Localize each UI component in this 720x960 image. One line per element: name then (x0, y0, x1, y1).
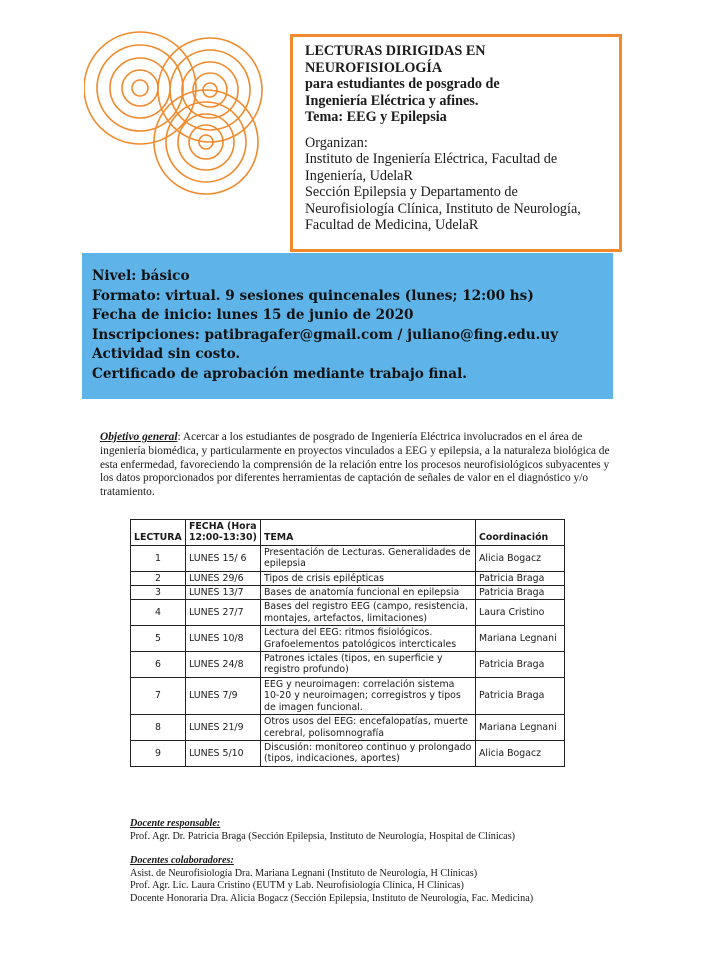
row-coordinator: Mariana Legnani (476, 626, 565, 652)
row-topic: EEG y neuroimagen: correlación sistema 10-20 y neuroimagen; corregistros y tipos de imagen funcional. (261, 677, 476, 714)
row-topic: Lectura del EEG: ritmos fisiológicos. Grafoelementos patológicos intercticales (261, 626, 476, 652)
collaborators-colon: : (230, 855, 234, 867)
header-fecha-line2: 12:00-13:30) (189, 532, 257, 544)
row-date: LUNES 10/8 (186, 626, 261, 652)
organizer-line: Ingeniería, UdelaR (305, 167, 413, 184)
row-topic: Patrones ictales (tipos, en superficie y registro profundo) (261, 652, 476, 678)
info-certificate: Certificado de aprobación mediante trabajo final. (92, 365, 468, 382)
concentric-circles-logo (84, 30, 274, 200)
header-box (290, 34, 622, 252)
staff-section (130, 818, 610, 906)
collaborator-line: Prof. Agr. Lic. Laura Cristino (EUTM y Lab. Neurofisiología Clínica, H Clínicas) (130, 880, 464, 892)
table-row (131, 586, 565, 600)
table-row (131, 715, 565, 741)
row-topic: Otros usos del EEG: encefalopatías, muerte cerebral, polisomnografía (261, 715, 476, 741)
row-coordinator: Mariana Legnani (476, 715, 565, 741)
table-row (131, 626, 565, 652)
row-number: 7 (131, 677, 186, 714)
schedule-table (130, 519, 565, 767)
row-topic: Bases del registro EEG (campo, resistencia, montajes, artefactos, limitaciones) (261, 600, 476, 626)
info-registration: Inscripciones: patibragafer@gmail.com / juliano@fing.edu.uy (92, 326, 559, 343)
row-date: LUNES 21/9 (186, 715, 261, 741)
organizer-line: Facultad de Medicina, UdelaR (305, 217, 479, 233)
row-coordinator: Laura Cristino (476, 600, 565, 626)
responsible-name: Prof. Agr. Dr. Patricia Braga (Sección Epilepsia, Instituto de Neurología, Hospital de Clínicas) (130, 830, 516, 842)
row-topic: Bases de anatomía funcional en epilepsia (261, 586, 476, 600)
row-coordinator: Alicia Bogacz (476, 740, 565, 766)
organizer-line: Neurofisiología Clínica, Instituto de Neurología, (305, 200, 581, 217)
info-cost: Actividad sin costo. (92, 346, 241, 362)
table-row (131, 652, 565, 678)
row-topic: Discusión: monitoreo continuo y prolongado (tipos, indicaciones, aportes) (261, 740, 476, 766)
responsible-label: Docente responsable (130, 818, 217, 829)
header-title-line: Ingeniería Eléctrica y afines. (305, 92, 479, 109)
info-start-date: Fecha de inicio: lunes 15 de junio de 2020 (92, 307, 414, 323)
info-level: Nivel: básico (92, 268, 190, 284)
header-coordinacion: Coordinación (476, 520, 565, 546)
spacer (130, 843, 610, 855)
table-row (131, 740, 565, 766)
row-coordinator: Patricia Braga (476, 652, 565, 678)
row-topic: Presentación de Lecturas. Generalidades de epilepsia (261, 545, 476, 571)
header-title-line: NEUROFISIOLOGÍA (305, 59, 443, 76)
row-coordinator: Alicia Bogacz (476, 545, 565, 571)
row-coordinator: Patricia Braga (476, 677, 565, 714)
table-row (131, 545, 565, 571)
table-header-row (131, 520, 565, 546)
header-tema: TEMA (261, 520, 476, 546)
row-date: LUNES 7/9 (186, 677, 261, 714)
row-number: 6 (131, 652, 186, 678)
course-info-box (82, 253, 613, 399)
table-row (131, 571, 565, 585)
objective-paragraph (100, 431, 610, 500)
row-date: LUNES 13/7 (186, 586, 261, 600)
row-number: 4 (131, 600, 186, 626)
row-number: 8 (131, 715, 186, 741)
row-number: 2 (131, 571, 186, 585)
row-number: 1 (131, 545, 186, 571)
row-number: 3 (131, 586, 186, 600)
row-coordinator: Patricia Braga (476, 571, 565, 585)
row-date: LUNES 27/7 (186, 600, 261, 626)
collaborators-label: Docentes colaboradores (130, 855, 231, 867)
header-lectura: LECTURA (131, 520, 186, 546)
row-date: LUNES 15/ 6 (186, 545, 261, 571)
row-date: LUNES 29/6 (186, 571, 261, 585)
organizer-line: Instituto de Ingeniería Eléctrica, Facultad de (305, 151, 558, 167)
header-fecha (186, 520, 261, 546)
row-number: 9 (131, 740, 186, 766)
table-row (131, 600, 565, 626)
header-title-line: LECTURAS DIRIGIDAS EN (305, 43, 486, 59)
header-topic-line: Tema: EEG y Epilepsia (305, 109, 447, 125)
info-format: Formato: virtual. 9 sesiones quincenales (lunes; 12:00 hs) (92, 287, 534, 304)
responsible-colon: : (216, 818, 221, 829)
table-row (131, 677, 565, 714)
row-date: LUNES 5/10 (186, 740, 261, 766)
row-coordinator: Patricia Braga (476, 586, 565, 600)
organizer-line: Sección Epilepsia y Departamento de (305, 184, 518, 200)
row-date: LUNES 24/8 (186, 652, 261, 678)
row-number: 5 (131, 626, 186, 652)
collaborator-line: Docente Honoraria Dra. Alicia Bogacz (Sección Epilepsia, Instituto de Neurología, Fac. Medicina) (130, 892, 534, 904)
row-topic: Tipos de crisis epilépticas (261, 571, 476, 585)
objective-text: : Acercar a los estudiantes de posgrado de Ingeniería Eléctrica involucrados en el área de ingeniería biomédica, y particularmente en proyectos vinculados a EEG y epilepsia, a la naturaleza biológica de esta enfermedad, favoreciendo la comprensión de la relación entre los procesos neurofisiológicos subyacentes y los datos proporcionados por diferentes herramientas de captación de señales de valor en el diagnóstico y/o tratamiento. (100, 431, 610, 499)
header-fecha-line1: FECHA (Hora (189, 521, 257, 532)
header-title-line: para estudiantes de posgrado de (305, 76, 500, 92)
collaborator-line: Asist. de Neurofisiología Dra. Mariana Legnani (Instituto de Neurología, H Clínicas) (130, 867, 478, 879)
objective-label: Objetivo general (100, 431, 178, 443)
organizers-label: Organizan: (305, 134, 368, 151)
